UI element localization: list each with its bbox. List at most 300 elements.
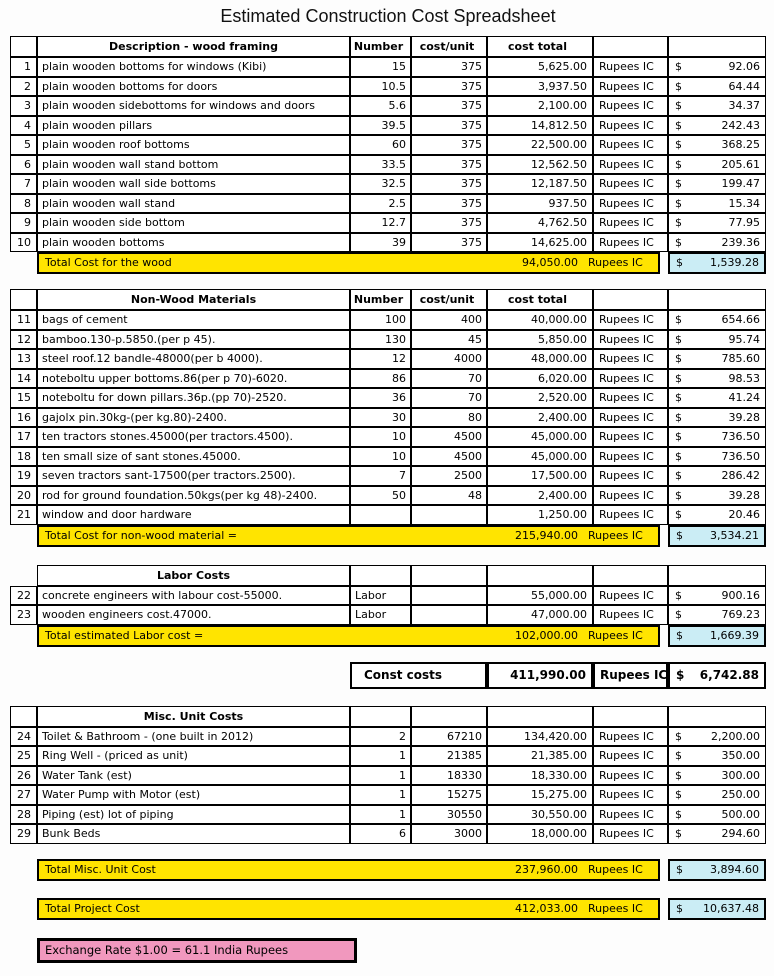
cell-cost-unit: 3000 — [411, 824, 487, 844]
cell-row-number: 5 — [10, 135, 37, 155]
header-num-cell — [10, 289, 37, 310]
cell-dollar — [668, 135, 766, 155]
cell-cost-unit: 375 — [411, 194, 487, 214]
dollar-value: 286.42 — [721, 469, 760, 482]
cell-number: Labor — [350, 586, 411, 606]
cell-dollar — [668, 310, 766, 330]
section-wood-table — [10, 36, 766, 274]
currency-symbol: $ — [675, 827, 682, 840]
dollar-value: 77.95 — [728, 216, 760, 229]
header-description-cell: Non-Wood Materials — [37, 289, 350, 310]
header-number-cell: Number — [350, 289, 411, 310]
header-cost-unit-cell: cost/unit — [411, 36, 487, 57]
cell-dollar — [668, 505, 766, 525]
cell-cost-total: 45,000.00 — [487, 427, 593, 447]
cell-number: 1 — [350, 766, 411, 786]
cell-dollar — [668, 194, 766, 214]
const-costs-dollar — [668, 662, 766, 689]
cell-row-number: 23 — [10, 605, 37, 625]
dollar-value: 250.00 — [721, 788, 760, 801]
header-description-cell: Description - wood framing — [37, 36, 350, 57]
cell-description: concrete engineers with labour cost-55000. — [37, 586, 350, 606]
row-number-spacer — [10, 898, 37, 920]
cell-cost-total: 134,420.00 — [487, 727, 593, 747]
currency-symbol: $ — [675, 508, 682, 521]
gap — [660, 525, 668, 547]
currency-symbol: $ — [675, 216, 682, 229]
currency-symbol: $ — [676, 628, 683, 642]
table-row — [10, 505, 766, 525]
cell-cost-unit: 4500 — [411, 447, 487, 467]
cell-currency: Rupees IC — [593, 194, 668, 214]
cell-currency: Rupees IC — [593, 486, 668, 506]
cell-dollar — [668, 388, 766, 408]
cell-row-number: 24 — [10, 727, 37, 747]
cell-cost-unit: 375 — [411, 116, 487, 136]
cell-currency: Rupees IC — [593, 727, 668, 747]
dollar-value: 350.00 — [721, 749, 760, 762]
total-label: Total Cost for non-wood material = — [45, 528, 237, 542]
dollar-value: 3,894.60 — [710, 862, 759, 876]
header-number-cell — [350, 706, 411, 727]
cell-cost-total: 1,250.00 — [487, 505, 593, 525]
cell-cost-unit: 375 — [411, 96, 487, 116]
cell-cost-unit: 4000 — [411, 349, 487, 369]
const-costs-total: 411,990.00 — [487, 662, 593, 689]
cell-number: 10 — [350, 447, 411, 467]
cell-cost-total: 12,187.50 — [487, 174, 593, 194]
cell-cost-unit: 375 — [411, 213, 487, 233]
total-rupees-amount: 237,960.00 — [515, 862, 578, 876]
header-description-cell: Labor Costs — [37, 565, 350, 586]
cell-cost-unit: 18330 — [411, 766, 487, 786]
cell-number: 2.5 — [350, 194, 411, 214]
header-currency-cell — [593, 36, 668, 57]
cell-cost-total: 2,520.00 — [487, 388, 593, 408]
currency-symbol: $ — [675, 768, 682, 782]
cell-row-number: 12 — [10, 330, 37, 350]
currency-symbol: $ — [676, 528, 683, 542]
cell-row-number: 14 — [10, 369, 37, 389]
table-row — [10, 486, 766, 506]
cell-cost-unit — [411, 605, 487, 625]
cell-dollar — [668, 805, 766, 825]
dollar-value: 92.06 — [728, 60, 760, 73]
cell-cost-unit: 4500 — [411, 427, 487, 447]
section-wood-total-row — [10, 252, 766, 274]
cell-number: 1 — [350, 785, 411, 805]
cell-row-number: 17 — [10, 427, 37, 447]
page-title: Estimated Construction Cost Spreadsheet — [220, 6, 556, 26]
total-currency-label: Rupees IC — [588, 628, 643, 642]
cell-cost-unit: 375 — [411, 135, 487, 155]
dollar-value: 1,539.28 — [710, 256, 759, 269]
table-row — [10, 408, 766, 428]
cell-cost-unit: 30550 — [411, 805, 487, 825]
cell-cost-unit: 21385 — [411, 746, 487, 766]
dollar-value: 654.66 — [721, 313, 760, 326]
row-number-spacer — [10, 252, 37, 274]
cell-description: window and door hardware — [37, 505, 350, 525]
cell-number: 50 — [350, 486, 411, 506]
cell-cost-total: 18,000.00 — [487, 824, 593, 844]
gap — [660, 625, 668, 647]
cell-currency: Rupees IC — [593, 505, 668, 525]
cell-cost-unit: 45 — [411, 330, 487, 350]
total-label: Total Cost for the wood — [45, 256, 172, 269]
row-number-spacer — [10, 625, 37, 647]
dollar-value: 95.74 — [728, 332, 760, 346]
table-row — [10, 746, 766, 766]
cell-dollar — [668, 785, 766, 805]
cell-number: 1 — [350, 805, 411, 825]
cell-currency: Rupees IC — [593, 805, 668, 825]
cell-cost-total: 40,000.00 — [487, 310, 593, 330]
cell-row-number: 20 — [10, 486, 37, 506]
cell-description: Bunk Beds — [37, 824, 350, 844]
currency-symbol: $ — [675, 788, 682, 801]
table-row — [10, 466, 766, 486]
cell-row-number: 25 — [10, 746, 37, 766]
cell-dollar — [668, 605, 766, 625]
cell-currency: Rupees IC — [593, 605, 668, 625]
table-header-row — [10, 36, 766, 57]
cell-cost-total: 14,625.00 — [487, 233, 593, 253]
table-row — [10, 388, 766, 408]
cell-dollar — [668, 57, 766, 77]
dollar-value: 64.44 — [728, 79, 760, 93]
dollar-value: 20.46 — [728, 508, 760, 521]
cell-description: plain wooden sidebottoms for windows and doors — [37, 96, 350, 116]
cell-number: 130 — [350, 330, 411, 350]
cell-currency: Rupees IC — [593, 96, 668, 116]
header-number-cell — [350, 565, 411, 586]
header-cost-total-cell — [487, 565, 593, 586]
table-row — [10, 727, 766, 747]
cell-number: 7 — [350, 466, 411, 486]
dollar-value: 1,669.39 — [710, 628, 759, 642]
cell-description: plain wooden wall stand bottom — [37, 155, 350, 175]
cell-number: 5.6 — [350, 96, 411, 116]
cell-description: plain wooden wall stand — [37, 194, 350, 214]
cell-cost-unit: 375 — [411, 233, 487, 253]
total-bar — [37, 252, 660, 274]
total-dollar-box — [668, 625, 766, 647]
header-dollar-cell — [668, 36, 766, 57]
cell-currency: Rupees IC — [593, 586, 668, 606]
currency-symbol: $ — [675, 807, 682, 821]
header-currency-cell — [593, 289, 668, 310]
cell-cost-total: 12,562.50 — [487, 155, 593, 175]
cell-cost-unit: 2500 — [411, 466, 487, 486]
total-dollar-box — [668, 859, 766, 881]
dollar-value: 39.28 — [728, 488, 760, 502]
total-rupees-amount: 215,940.00 — [515, 528, 578, 542]
cell-cost-unit: 70 — [411, 369, 487, 389]
total-rupees-amount: 102,000.00 — [515, 628, 578, 642]
cell-cost-total: 47,000.00 — [487, 605, 593, 625]
table-row — [10, 766, 766, 786]
table-row — [10, 194, 766, 214]
table-row — [10, 57, 766, 77]
cell-row-number: 9 — [10, 213, 37, 233]
cell-number: 39 — [350, 233, 411, 253]
currency-symbol: $ — [675, 608, 682, 621]
cell-cost-unit: 48 — [411, 486, 487, 506]
total-currency-label: Rupees IC — [588, 256, 643, 269]
table-header-row — [10, 565, 766, 586]
cell-cost-unit: 15275 — [411, 785, 487, 805]
cell-currency: Rupees IC — [593, 310, 668, 330]
cell-dollar — [668, 746, 766, 766]
cell-number: 2 — [350, 727, 411, 747]
cell-dollar — [668, 96, 766, 116]
cell-cost-unit: 375 — [411, 174, 487, 194]
cell-description: plain wooden bottoms — [37, 233, 350, 253]
gap — [660, 252, 668, 274]
cell-dollar — [668, 466, 766, 486]
currency-symbol: $ — [675, 371, 682, 385]
cell-currency: Rupees IC — [593, 447, 668, 467]
cell-dollar — [668, 447, 766, 467]
total-label: Total Misc. Unit Cost — [45, 862, 156, 876]
total-bar — [37, 625, 660, 647]
cell-cost-total: 2,400.00 — [487, 486, 593, 506]
cell-dollar — [668, 766, 766, 786]
table-row — [10, 586, 766, 606]
cell-dollar — [668, 824, 766, 844]
cell-description: plain wooden roof bottoms — [37, 135, 350, 155]
table-row — [10, 605, 766, 625]
cell-dollar — [668, 427, 766, 447]
dollar-value: 15.34 — [728, 196, 760, 210]
dollar-value: 39.28 — [728, 410, 760, 424]
currency-symbol: $ — [675, 430, 682, 443]
dollar-value: 41.24 — [728, 391, 760, 404]
header-cost-total-cell: cost total — [487, 289, 593, 310]
cell-currency: Rupees IC — [593, 466, 668, 486]
cell-dollar — [668, 486, 766, 506]
cell-description: plain wooden bottoms for doors — [37, 77, 350, 97]
row-number-spacer — [10, 565, 37, 586]
cell-number: 33.5 — [350, 155, 411, 175]
cell-currency: Rupees IC — [593, 330, 668, 350]
cell-cost-total: 3,937.50 — [487, 77, 593, 97]
table-row — [10, 116, 766, 136]
section-misc-table — [10, 706, 766, 844]
cell-description: Toilet & Bathroom - (one built in 2012) — [37, 727, 350, 747]
cell-description: noteboltu upper bottoms.86(per p 70)-6020. — [37, 369, 350, 389]
gap — [660, 898, 668, 920]
total-currency-label: Rupees IC — [588, 862, 643, 876]
dollar-value: 3,534.21 — [710, 528, 759, 542]
cell-description: bamboo.130-p.5850.(per p 45). — [37, 330, 350, 350]
currency-symbol: $ — [675, 118, 682, 132]
header-num-cell — [10, 706, 37, 727]
table-row — [10, 174, 766, 194]
cell-dollar — [668, 369, 766, 389]
cell-row-number: 6 — [10, 155, 37, 175]
currency-symbol: $ — [675, 313, 682, 326]
section-nonwood-total-row — [10, 525, 766, 547]
table-row — [10, 77, 766, 97]
cell-cost-total: 4,762.50 — [487, 213, 593, 233]
total-bar — [37, 898, 660, 920]
exchange-rate-note: Exchange Rate $1.00 = 61.1 India Rupees — [37, 938, 357, 963]
cell-number: 1 — [350, 746, 411, 766]
cell-number: 12 — [350, 349, 411, 369]
cell-cost-unit — [411, 586, 487, 606]
table-row — [10, 349, 766, 369]
tables-container — [10, 36, 766, 963]
cell-number: 15 — [350, 57, 411, 77]
dollar-value: 769.23 — [721, 608, 760, 621]
cell-currency: Rupees IC — [593, 388, 668, 408]
header-currency-cell — [593, 565, 668, 586]
cell-row-number: 19 — [10, 466, 37, 486]
cell-number: 100 — [350, 310, 411, 330]
cell-description: seven tractors sant-17500(per tractors.2500). — [37, 466, 350, 486]
table-row — [10, 447, 766, 467]
cell-dollar — [668, 586, 766, 606]
table-row — [10, 135, 766, 155]
cell-row-number: 22 — [10, 586, 37, 606]
cell-currency: Rupees IC — [593, 213, 668, 233]
table-row — [10, 155, 766, 175]
dollar-value: 368.25 — [721, 138, 760, 151]
cell-currency: Rupees IC — [593, 174, 668, 194]
cell-cost-unit: 375 — [411, 155, 487, 175]
dollar-value: 199.47 — [721, 177, 760, 190]
dollar-value: 500.00 — [721, 807, 760, 821]
cell-dollar — [668, 155, 766, 175]
cell-currency: Rupees IC — [593, 349, 668, 369]
dollar-value: 294.60 — [721, 827, 760, 840]
dollar-value: 98.53 — [728, 371, 760, 385]
cell-currency: Rupees IC — [593, 785, 668, 805]
currency-symbol: $ — [675, 410, 682, 424]
cell-currency: Rupees IC — [593, 427, 668, 447]
cell-cost-total: 15,275.00 — [487, 785, 593, 805]
cell-description: plain wooden side bottom — [37, 213, 350, 233]
cell-cost-unit: 80 — [411, 408, 487, 428]
cell-dollar — [668, 727, 766, 747]
cell-dollar — [668, 408, 766, 428]
cell-description: Water Pump with Motor (est) — [37, 785, 350, 805]
dollar-value: 10,637.48 — [703, 901, 759, 915]
dollar-value: 785.60 — [721, 352, 760, 365]
cell-currency: Rupees IC — [593, 116, 668, 136]
cell-description: ten small size of sant stones.45000. — [37, 447, 350, 467]
cell-currency: Rupees IC — [593, 824, 668, 844]
currency-symbol: $ — [675, 157, 682, 171]
cell-description: plain wooden bottoms for windows (Kibi) — [37, 57, 350, 77]
cell-description: ten tractors stones.45000(per tractors.4500). — [37, 427, 350, 447]
cell-row-number: 3 — [10, 96, 37, 116]
header-cost-unit-cell: cost/unit — [411, 289, 487, 310]
cell-cost-unit: 67210 — [411, 727, 487, 747]
cell-cost-unit: 375 — [411, 57, 487, 77]
cell-dollar — [668, 349, 766, 369]
currency-symbol: $ — [675, 391, 682, 404]
cell-number: 36 — [350, 388, 411, 408]
header-num-cell — [10, 36, 37, 57]
cell-cost-total: 18,330.00 — [487, 766, 593, 786]
cell-row-number: 28 — [10, 805, 37, 825]
cell-row-number: 11 — [10, 310, 37, 330]
dollar-value: 239.36 — [721, 235, 760, 249]
cell-cost-total: 937.50 — [487, 194, 593, 214]
cell-number: 12.7 — [350, 213, 411, 233]
cell-dollar — [668, 213, 766, 233]
dollar-value: 2,200.00 — [711, 729, 760, 743]
currency-symbol: $ — [676, 862, 683, 876]
cell-description: Water Tank (est) — [37, 766, 350, 786]
cell-cost-total: 6,020.00 — [487, 369, 593, 389]
cell-number: 39.5 — [350, 116, 411, 136]
cell-row-number: 10 — [10, 233, 37, 253]
const-costs-row — [350, 662, 766, 689]
currency-symbol: $ — [675, 332, 682, 346]
cell-row-number: 29 — [10, 824, 37, 844]
cell-cost-total: 5,850.00 — [487, 330, 593, 350]
currency-symbol: $ — [675, 588, 682, 602]
currency-symbol: $ — [675, 352, 682, 365]
cell-row-number: 13 — [10, 349, 37, 369]
cell-description: bags of cement — [37, 310, 350, 330]
cell-number: Labor — [350, 605, 411, 625]
cell-currency: Rupees IC — [593, 746, 668, 766]
total-currency-label: Rupees IC — [588, 528, 643, 542]
currency-symbol: $ — [676, 901, 683, 915]
row-number-spacer — [10, 859, 37, 881]
header-dollar-cell — [668, 706, 766, 727]
cell-description: steel roof.12 bandle-48000(per b 4000). — [37, 349, 350, 369]
cell-dollar — [668, 77, 766, 97]
currency-symbol: $ — [676, 667, 685, 682]
cell-number: 6 — [350, 824, 411, 844]
cell-currency: Rupees IC — [593, 766, 668, 786]
cell-cost-total: 30,550.00 — [487, 805, 593, 825]
spreadsheet-page — [0, 6, 774, 963]
table-header-row — [10, 289, 766, 310]
cell-cost-total: 2,400.00 — [487, 408, 593, 428]
total-rupees-amount: 94,050.00 — [522, 256, 578, 269]
const-costs-currency: Rupees IC — [593, 662, 668, 689]
cell-description: noteboltu for down pillars.36p.(pp 70)-2520. — [37, 388, 350, 408]
cell-description: Ring Well - (priced as unit) — [37, 746, 350, 766]
currency-symbol: $ — [675, 60, 682, 73]
header-dollar-cell — [668, 565, 766, 586]
cell-number: 86 — [350, 369, 411, 389]
cell-cost-unit — [411, 505, 487, 525]
dollar-value: 34.37 — [728, 99, 760, 112]
cell-description: wooden engineers cost.47000. — [37, 605, 350, 625]
currency-symbol: $ — [675, 99, 682, 112]
cell-cost-unit: 70 — [411, 388, 487, 408]
currency-symbol: $ — [675, 235, 682, 249]
cell-description: plain wooden pillars — [37, 116, 350, 136]
currency-symbol: $ — [675, 469, 682, 482]
cell-row-number: 4 — [10, 116, 37, 136]
cell-number: 60 — [350, 135, 411, 155]
table-row — [10, 824, 766, 844]
cell-row-number: 2 — [10, 77, 37, 97]
cell-row-number: 1 — [10, 57, 37, 77]
cell-description: Piping (est) lot of piping — [37, 805, 350, 825]
table-row — [10, 310, 766, 330]
cell-row-number: 16 — [10, 408, 37, 428]
